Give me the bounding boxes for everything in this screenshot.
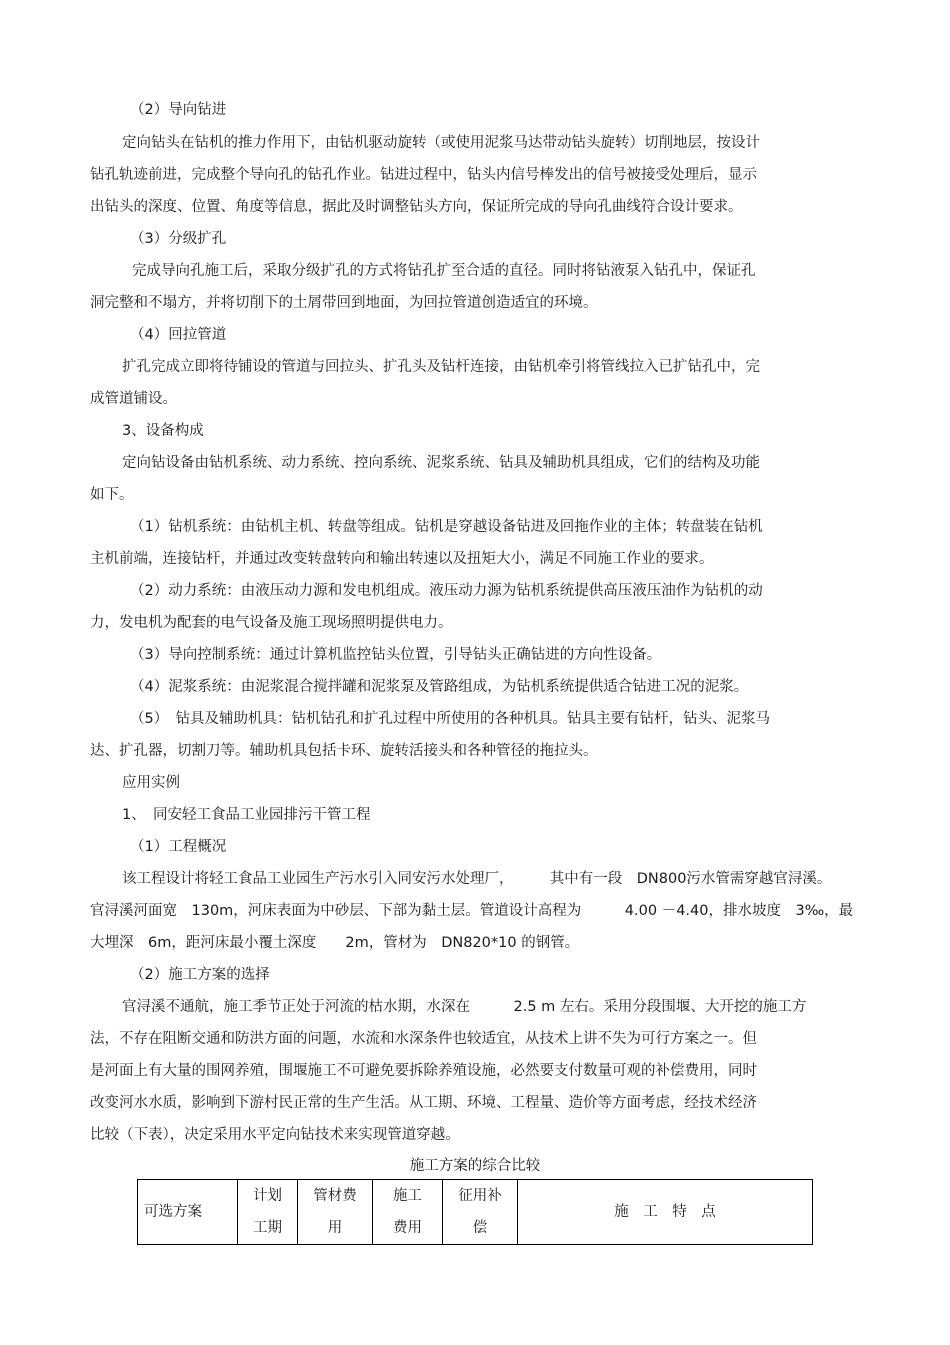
header-text: 管材费 xyxy=(313,1188,357,1204)
comparison-table xyxy=(137,1179,813,1245)
paragraph-line: 法，不存在阻断交通和防洪方面的问题，水流和水深条件也较适宜，从技术上讲不失为可行方案之一。但 xyxy=(90,1031,757,1047)
header-text: 费用 xyxy=(393,1220,422,1236)
header-text: 施 工 特 点 xyxy=(614,1204,716,1220)
paragraph-line: 定向钻头在钻机的推力作用下，由钻机驱动旋转（或使用泥浆马达带动钻头旋转）切削地层，按设计 xyxy=(122,135,760,151)
paragraph-line: 是河面上有大量的围网养殖，围堰施工不可避免要拆除养殖设施，必然要支付数量可观的补偿费用，同时 xyxy=(90,1063,757,1079)
header-text: 用 xyxy=(327,1220,343,1236)
paragraph-line: 成管道铺设。 xyxy=(90,391,177,407)
paragraph-line: 官浔溪河面宽 130m，河床表面为中砂层、下部为黏土层。管道设计高程为 4.00 －4.40，排水坡度 3‰，最 xyxy=(90,903,854,919)
paragraph-line: 出钻头的深度、位置、角度等信息，据此及时调整钻头方向，保证所完成的导向孔曲线符合设计要求。 xyxy=(90,199,743,215)
header-pipe-cost xyxy=(298,1180,373,1245)
paragraph-line: （2）动力系统：由液压动力源和发电机组成。液压动力源为钻机系统提供高压液压油作为钻机的动 xyxy=(130,583,763,599)
header-text: 征用补 xyxy=(458,1188,502,1204)
paragraph-line: 力，发电机为配套的电气设备及施工现场照明提供电力。 xyxy=(90,615,453,631)
header-compensation xyxy=(443,1180,518,1245)
paragraph-line: 达、扩孔器，切割刀等。辅助机具包括卡环、旋转活接头和各种管径的拖拉头。 xyxy=(90,743,598,759)
section-heading: 3、设备构成 xyxy=(122,423,204,439)
paragraph-line: 钻孔轨迹前进，完成整个导向孔的钻孔作业。钻进过程中，钻头内信号棒发出的信号被接受处理后，显示 xyxy=(90,167,757,183)
paragraph-line: 改变河水水质，影响到下游村民正常的生产生活。从工期、环境、工程量、造价等方面考虑，经技术经济 xyxy=(90,1095,757,1111)
header-schedule xyxy=(238,1180,298,1245)
header-text: 可选方案 xyxy=(144,1204,202,1220)
header-construction-cost xyxy=(373,1180,443,1245)
section-heading: （1）工程概况 xyxy=(130,839,227,855)
section-heading: （4）回拉管道 xyxy=(130,327,227,343)
paragraph-line: 官浔溪不通航，施工季节正处于河流的枯水期，水深在 2.5 m 左右。采用分段围堰、大开挖的施工方 xyxy=(122,999,807,1015)
paragraph-line: 完成导向孔施工后，采取分级扩孔的方式将钻孔扩至合适的直径。同时将钻液泵入钻孔中，保证孔 xyxy=(132,263,756,279)
paragraph-line: 扩孔完成立即将待铺设的管道与回拉头、扩孔头及钻杆连接，由钻机牵引将管线拉入已扩钻孔中，完 xyxy=(122,359,760,375)
paragraph-line: 该工程设计将轻工食品工业园生产污水引入同安污水处理厂， 其中有一段 DN800污水管需穿越官浔溪。 xyxy=(122,871,832,887)
paragraph-line: 主机前端，连接钻杆，并通过改变转盘转向和输出转速以及扭矩大小，满足不同施工作业的要求。 xyxy=(90,551,714,567)
section-heading: 1、 同安轻工食品工业园排污干管工程 xyxy=(122,807,371,823)
header-features xyxy=(518,1180,813,1245)
section-heading: （2）导向钻进 xyxy=(130,102,227,118)
section-heading: 应用实例 xyxy=(122,775,180,791)
header-text: 施工 xyxy=(393,1188,422,1204)
header-text: 计划 xyxy=(253,1188,282,1204)
paragraph-line: 定向钻设备由钻机系统、动力系统、控向系统、泥浆系统、钻具及辅助机具组成，它们的结构及功能 xyxy=(122,455,760,471)
table-header-row xyxy=(138,1180,813,1245)
table-caption: 施工方案的综合比较 xyxy=(409,1158,541,1174)
paragraph-line: 洞完整和不塌方，并将切削下的土屑带回到地面，为回拉管道创造适宜的环境。 xyxy=(90,295,598,311)
paragraph-line: 大埋深 6m，距河床最小覆土深度 2m，管材为 DN820*10 的钢管。 xyxy=(90,935,580,951)
header-text: 偿 xyxy=(472,1220,488,1236)
paragraph-line: （3）导向控制系统：通过计算机监控钻头位置，引导钻头正确钻进的方向性设备。 xyxy=(130,647,662,663)
paragraph-line: 比较（下表），决定采用水平定向钻技术来实现管道穿越。 xyxy=(90,1127,460,1143)
section-heading: （2）施工方案的选择 xyxy=(130,967,270,983)
header-scheme xyxy=(138,1180,238,1245)
header-text: 工期 xyxy=(253,1220,282,1236)
paragraph-line: （4）泥浆系统：由泥浆混合搅拌罐和泥浆泵及管路组成，为钻机系统提供适合钻进工况的泥浆。 xyxy=(130,679,749,695)
paragraph-line: （1）钻机系统：由钻机主机、转盘等组成。钻机是穿越设备钻进及回拖作业的主体；转盘装在钻机 xyxy=(130,519,763,535)
paragraph-line: （5） 钻具及辅助机具：钻机钻孔和扩孔过程中所使用的各种机具。钻具主要有钻杆，钻头、泥浆马 xyxy=(130,711,770,727)
section-heading: （3）分级扩孔 xyxy=(130,231,227,247)
paragraph-line: 如下。 xyxy=(90,487,134,503)
